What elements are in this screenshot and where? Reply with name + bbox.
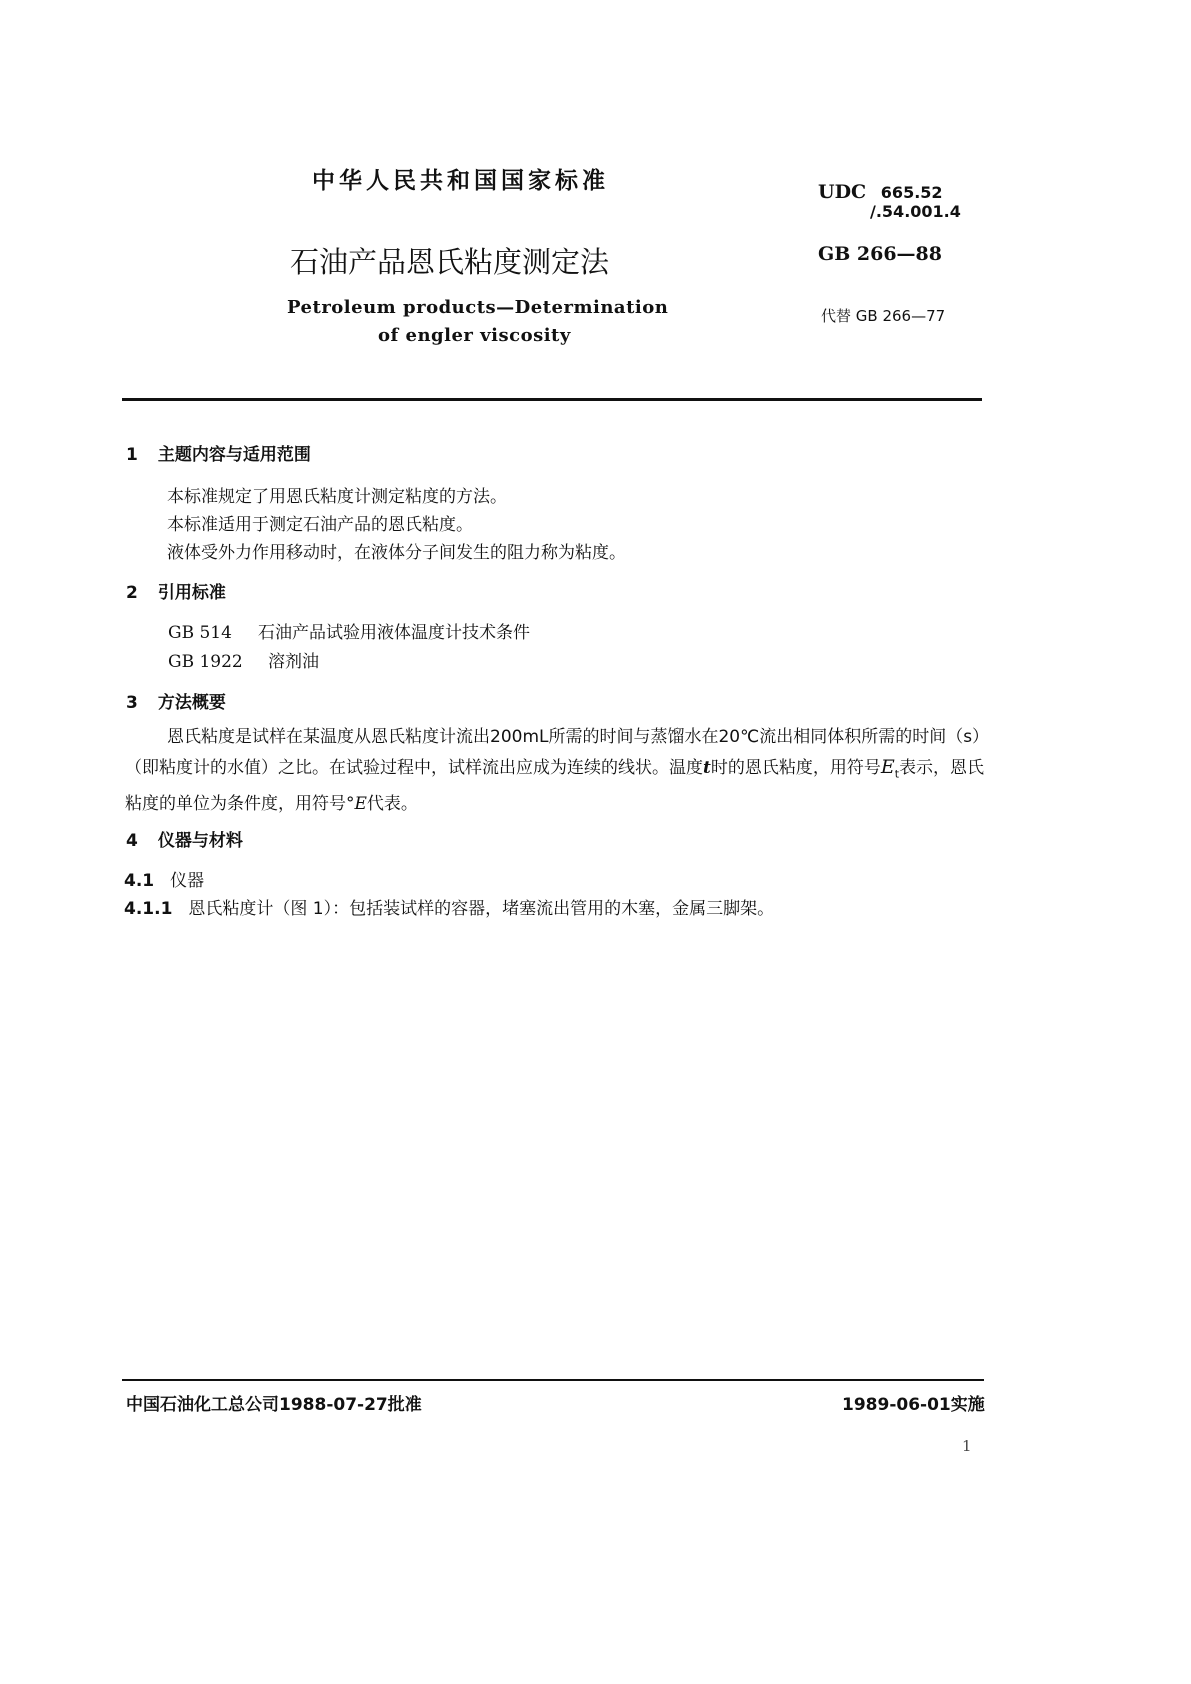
section-3-heading: 3 方法概要: [126, 693, 226, 713]
subsection-4-1-heading: 4.1 仪器: [124, 871, 205, 891]
section-1-line: 液体受外力作用移动时，在液体分子间发生的阻力称为粘度。: [167, 543, 626, 563]
effective-date: 1989-06-01实施: [842, 1395, 985, 1415]
title-en-line1: Petroleum products—Determination: [287, 297, 669, 318]
section-4-heading: 4 仪器与材料: [126, 831, 243, 851]
subsection-4-1-1: 4.1.1 恩氏粘度计（图 1）：包括装试样的容器，堵塞流出管用的木塞，金属三脚架。: [124, 899, 775, 919]
udc-label: UDC: [818, 181, 867, 203]
section-1-heading: 1 主题内容与适用范围: [126, 445, 311, 465]
page-number: 1: [962, 1437, 972, 1455]
section-1-line: 本标准适用于测定石油产品的恩氏粘度。: [167, 515, 473, 535]
title-en-line2: of engler viscosity: [378, 325, 571, 346]
udc-block: [818, 181, 943, 203]
reference-item: GB 514 石油产品试验用液体温度计技术条件: [168, 623, 530, 643]
section-1-line: 本标准规定了用恩氏粘度计测定粘度的方法。: [167, 487, 507, 507]
approval-date: 中国石油化工总公司1988-07-27批准: [126, 1395, 422, 1415]
national-standard-heading: 中华人民共和国国家标准: [312, 168, 609, 194]
section-3-paragraph: 恩氏粘度是试样在某温度从恩氏粘度计流出200mL所需的时间与蒸馏水在20℃流出相同体积所需的时间（s）（即粘度计的水值）之比。在试验过程中，试样流出应成为连续的线状。温度t时的恩氏粘度，用符号$E_t$表示，恩氏粘度的单位为条件度，用符号°E代表。: [125, 727, 985, 815]
section-2-heading: 2 引用标准: [126, 583, 226, 603]
gb-code: GB 266—88: [818, 243, 943, 265]
header-rule: [122, 398, 982, 401]
udc-line1: 665.52: [880, 183, 943, 202]
replaces-note: 代替 GB 266—77: [821, 307, 946, 325]
reference-item: GB 1922 溶剂油: [168, 652, 319, 672]
title-cn: 石油产品恩氏粘度测定法: [290, 245, 610, 279]
udc-line2: /.54.001.4: [870, 202, 961, 221]
footer-rule: [122, 1379, 984, 1381]
